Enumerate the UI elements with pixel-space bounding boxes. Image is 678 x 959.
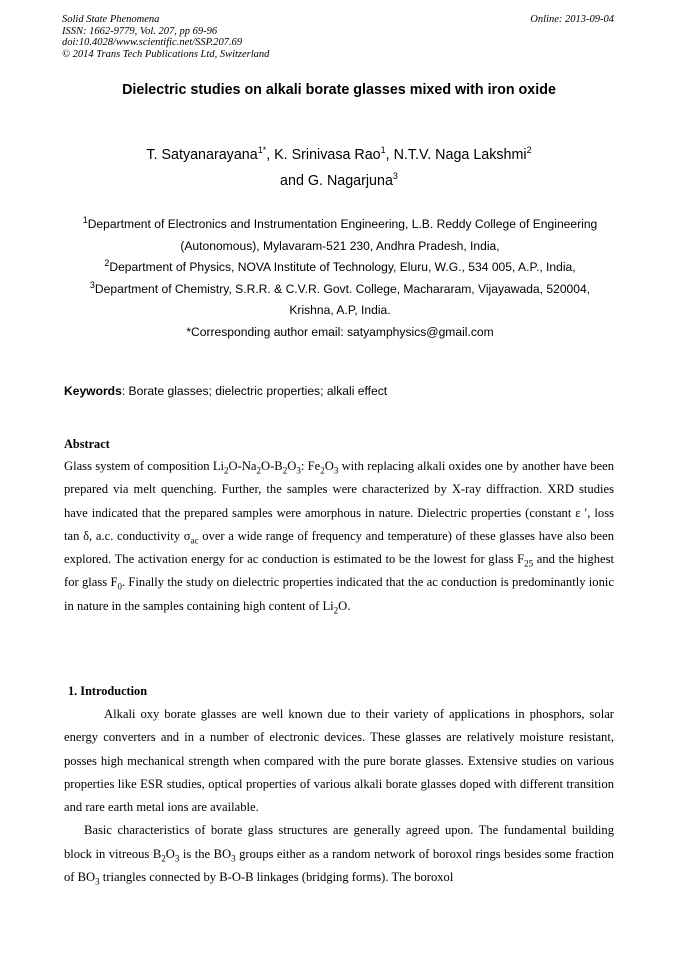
text-run: and the highest for glass F [64, 552, 614, 590]
subscript: 3 [333, 465, 339, 476]
subscript: 25 [524, 558, 534, 569]
text-run: O [324, 459, 334, 473]
author-name: T. Satyanarayana [146, 147, 258, 163]
affiliation-1-cont: (Autonomous), Mylavaram-521 230, Andhra Pradesh, India, [180, 238, 500, 253]
subscript: 3 [95, 876, 100, 887]
author-list [0, 142, 678, 194]
keywords-label: Keywords [64, 384, 122, 398]
text-run: O [287, 459, 297, 473]
subscript: 2 [320, 465, 325, 476]
author-name: and G. Nagarjuna [280, 173, 393, 189]
text-run: groups either as a random network of boroxol rings besides some fraction of BO [64, 846, 614, 885]
text-run: O. [338, 598, 351, 613]
affiliations [30, 214, 650, 343]
subscript: ac [190, 535, 199, 546]
text-run: Basic characteristics of borate glass structures are generally agreed upon. The fundamental building block in vitreous B [64, 823, 614, 861]
affil-text: Department of Physics, NOVA Institute of Technology, Eluru, W.G., 534 005, A.P., India, [109, 260, 576, 274]
keywords-text: : Borate glasses; dielectric properties; alkali effect [121, 384, 388, 398]
corresponding-email: *Corresponding author email: satyamphysics@gmail.com [186, 324, 494, 339]
affiliation-3 [30, 279, 650, 301]
abstract-body [64, 455, 614, 618]
author-name: , N.T.V. Naga Lakshmi [385, 147, 527, 163]
subscript: 0 [117, 582, 122, 592]
journal-name: Solid State Phenomena [62, 14, 160, 25]
subscript: 2 [256, 465, 262, 476]
affiliation-2 [30, 257, 650, 279]
affil-text: Department of Chemistry, S.R.R. & C.V.R. Govt. College, Machararam, Vijayawada, 520004, [94, 281, 591, 296]
text-run: with replacing alkali oxides one by another have been prepared via melt quenching. Further, the samples were characterized by X-ray diffraction. XRD studies have indicated that the prepared samples were amorphous in nature. Dielectric properties (constant ε ′, loss tan δ, a.c. conductivity σ [64, 459, 614, 543]
authors-line-1 [0, 142, 678, 168]
subscript: 2 [333, 605, 339, 616]
affil-sup: 2 [104, 257, 110, 268]
abstract-heading: Abstract [64, 437, 110, 451]
subscript: 3 [174, 853, 180, 864]
subscript: 2 [161, 853, 166, 864]
authors-line-2 [0, 168, 678, 194]
introduction-body [64, 703, 614, 889]
text-run: : Fe [300, 459, 321, 473]
text-run: over a wide range of frequency and temperature) of these glasses have also been explored. The activation energy for ac conduction is estimated to be the lowest for glass F [64, 528, 614, 567]
text-run: triangles connected by B-O-B linkages (bridging forms). The boroxol [99, 870, 454, 885]
intro-paragraph-1: Alkali oxy borate glasses are well known due to their variety of applications in phosphors, solar energy converters and in a number of electronic devices. These glasses are relatively moisture resistant, posses high mechanical strength when compared with the pure borate glasses. Extensive studies on various properties like ESR studies, optical properties of various alkali borate glasses doped with different transition and rare earth metal ions are available. [64, 707, 614, 815]
text-run: O-Na [228, 459, 257, 473]
affiliation-1 [30, 214, 650, 236]
text-run: is the BO [179, 846, 232, 861]
issn-line: ISSN: 1662-9779, Vol. 207, pp 69-96 [62, 25, 218, 37]
text-run: O-B [261, 459, 283, 473]
keywords [64, 384, 387, 398]
text-run: Glass system of composition Li [64, 459, 225, 473]
author-name: , K. Srinivasa Rao [266, 147, 381, 163]
text-run: . Finally the study on dielectric properties indicated that the ac conduction is predominantly ionic in nature in the samples containing high content of Li [64, 575, 614, 613]
affil-text: Department of Electronics and Instrumentation Engineering, L.B. Reddy College of Engineering [87, 217, 598, 231]
subscript: 3 [296, 465, 301, 476]
intro-paragraph-2 [64, 819, 614, 889]
author-sup: 1* [257, 145, 267, 156]
online-date: Online: 2013-09-04 [530, 14, 614, 25]
author-sup: 3 [392, 171, 398, 182]
subscript: 2 [224, 465, 229, 476]
introduction-heading: 1. Introduction [68, 684, 148, 698]
paper-title: Dielectric studies on alkali borate glasses mixed with iron oxide [122, 82, 556, 98]
affiliation-3-cont: Krishna, A.P, India. [289, 303, 391, 317]
doi-line: doi:10.4028/www.scientific.net/SSP.207.69 [62, 37, 243, 48]
copyright-line: © 2014 Trans Tech Publications Ltd, Switzerland [62, 48, 270, 60]
subscript: 2 [282, 465, 288, 476]
subscript: 3 [231, 853, 236, 864]
affil-sup: 3 [89, 279, 95, 290]
affil-sup: 1 [82, 214, 88, 225]
journal-meta [62, 14, 269, 60]
author-sup: 2 [526, 145, 532, 156]
text-run: O [165, 846, 175, 861]
author-sup: 1 [380, 145, 386, 156]
abstract-paragraph [64, 455, 614, 618]
